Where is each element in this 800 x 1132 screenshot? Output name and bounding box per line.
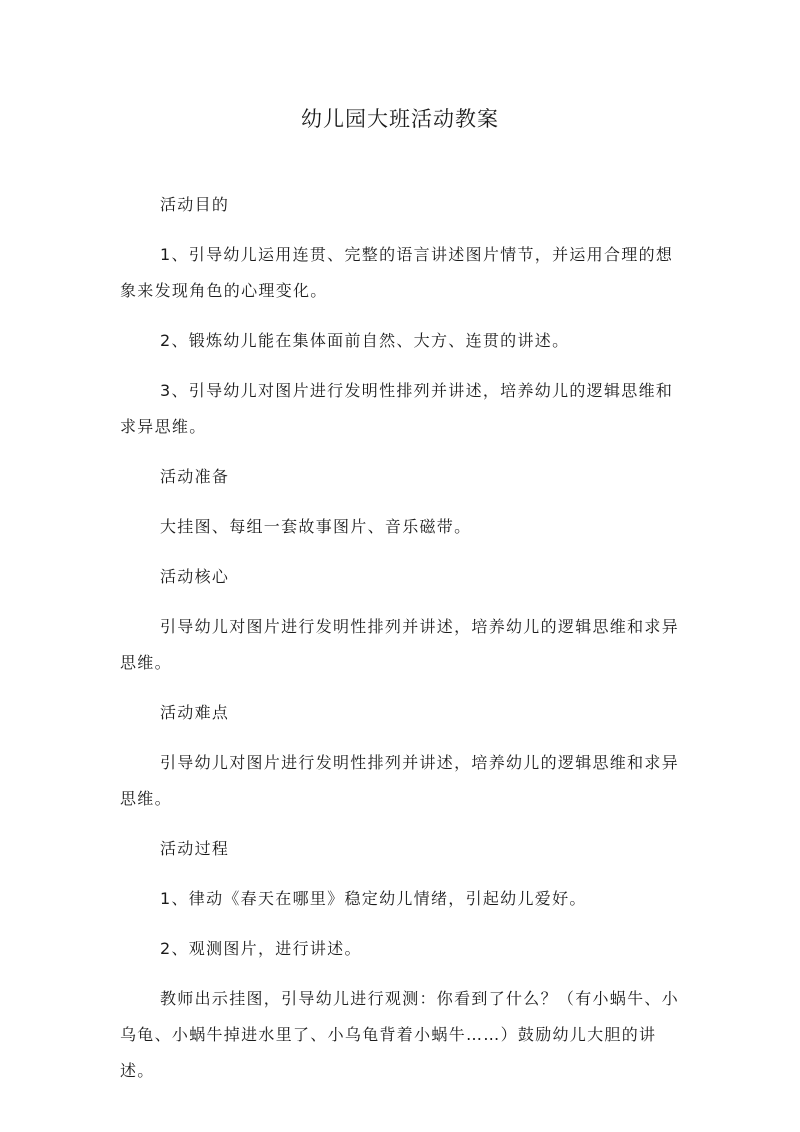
paragraph: 3、引导幼儿对图片进行发明性排列并讲述，培养幼儿的逻辑思维和求异思维。 (120, 381, 674, 436)
paragraph: 引导幼儿对图片进行发明性排列并讲述，培养幼儿的逻辑思维和求异思维。 (120, 753, 680, 808)
section-heading-process: 活动过程 (160, 839, 230, 858)
paragraph: 1、引导幼儿运用连贯、完整的语言讲述图片情节，并运用合理的想象来发现角色的心理变化。 (120, 245, 674, 300)
paragraph: 2、锻炼幼儿能在集体面前自然、大方、连贯的讲述。 (160, 331, 570, 350)
paragraph: 2、观测图片，进行讲述。 (160, 939, 362, 958)
paragraph: 1、律动《春天在哪里》稳定幼儿情绪，引起幼儿爱好。 (160, 889, 587, 908)
paragraph: 教师出示挂图，引导幼儿进行观测：你看到了什么？（有小蜗牛、小乌龟、小蜗牛掉进水里了、小乌龟背着小蜗牛……）鼓励幼儿大胆的讲述。 (120, 989, 680, 1080)
paragraph: 引导幼儿对图片进行发明性排列并讲述，培养幼儿的逻辑思维和求异思维。 (120, 617, 680, 672)
paragraph: 大挂图、每组一套故事图片、音乐磁带。 (160, 517, 472, 536)
document-title: 幼儿园大班活动教案 (301, 107, 499, 131)
section-heading-preparation: 活动准备 (160, 467, 230, 486)
section-heading-purpose: 活动目的 (160, 195, 230, 214)
section-heading-difficulty: 活动难点 (160, 703, 230, 722)
section-heading-core: 活动核心 (160, 567, 230, 586)
document-body (120, 187, 685, 1103)
